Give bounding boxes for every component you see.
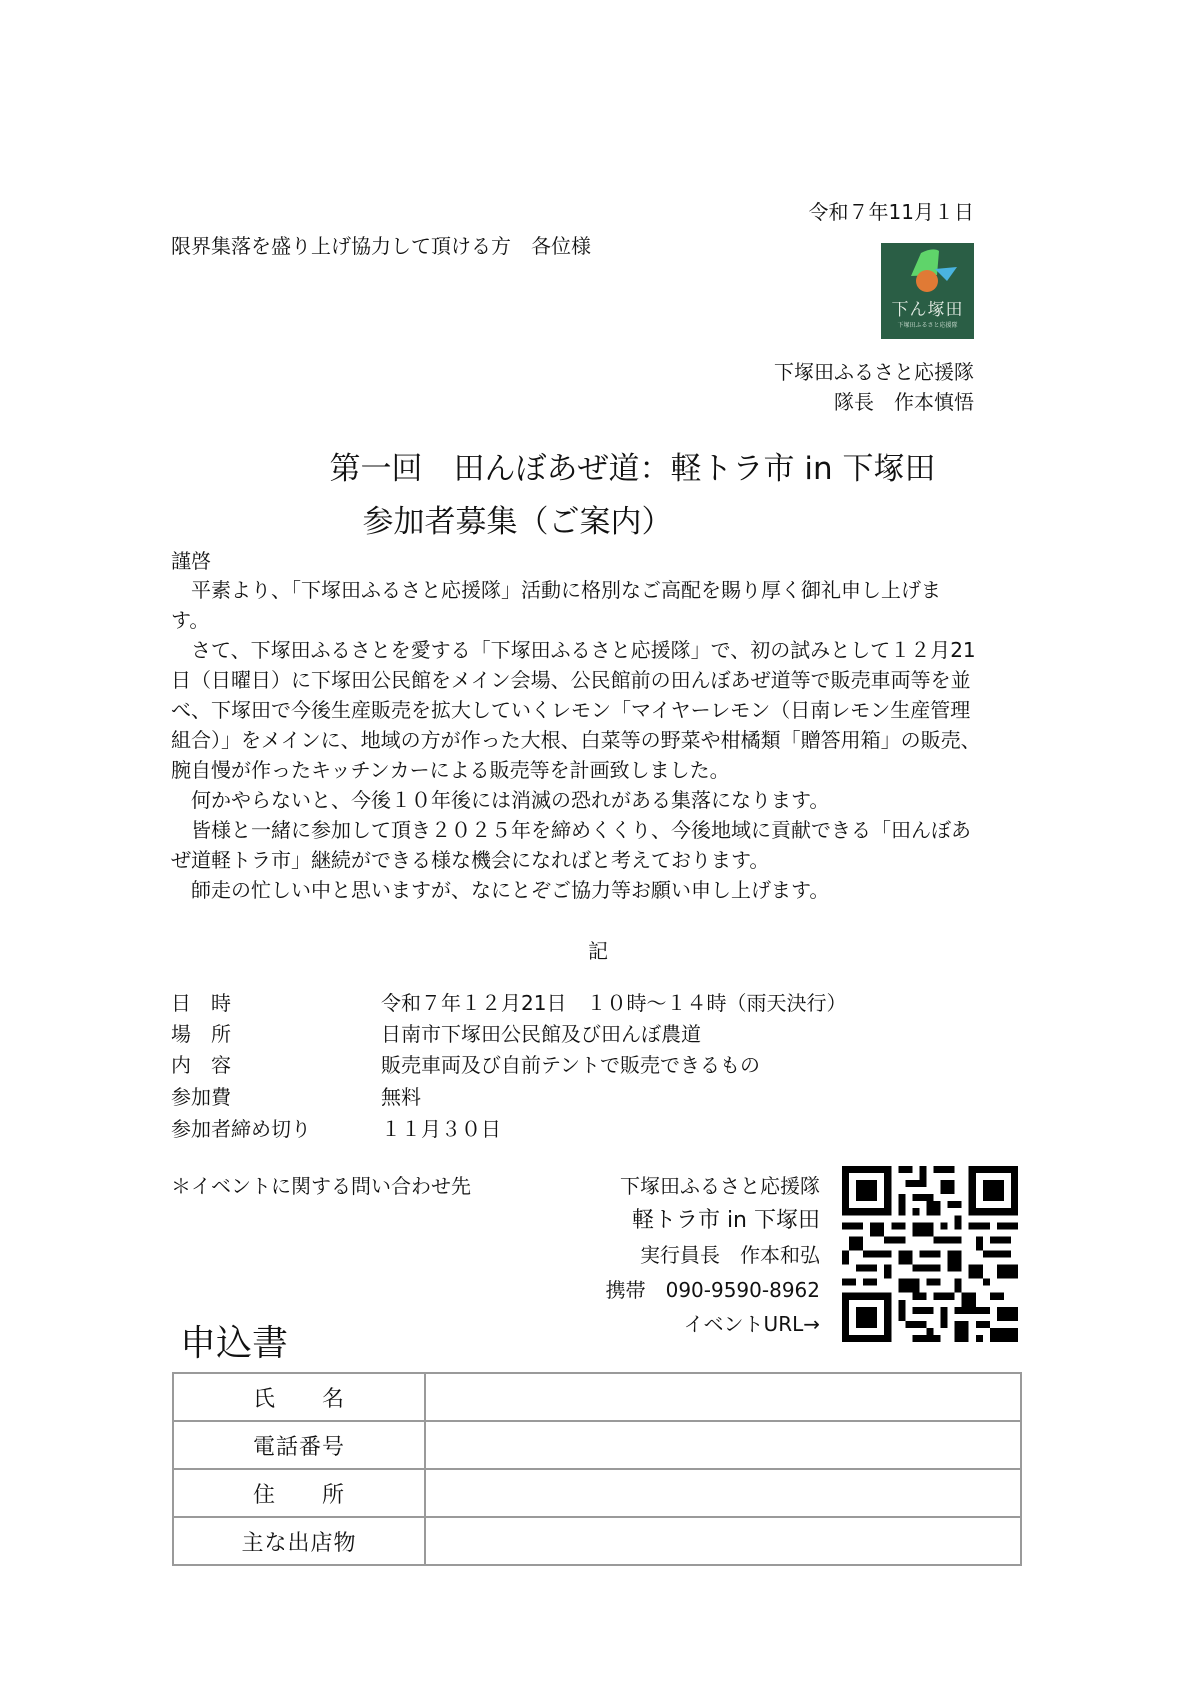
page-title: 第一回 田んぼあぜ道：軽トラ市 in 下塚田 [329, 451, 936, 487]
body-line: 平素より、「下塚田ふるさと応援隊」活動に格別なご高配を賜り厚く御礼申し上げま [171, 578, 941, 602]
logo-main-text: 下ん塚田 [891, 300, 964, 320]
body-line: 何かやらないと、今後１０年後には消滅の恐れがある集落になります。 [171, 788, 830, 812]
detail-value-datetime: 令和７年１２月21日 １０時〜１４時（雨天決行） [381, 991, 847, 1015]
ki-heading: 記 [588, 939, 608, 963]
detail-value-fee: 無料 [381, 1085, 421, 1109]
application-form-table [172, 1372, 1022, 1566]
event-url-label: イベントURL→ [683, 1312, 820, 1336]
name-field[interactable] [425, 1373, 1021, 1421]
detail-label-deadline: 参加者締め切り [171, 1117, 311, 1141]
body-line: 師走の忙しい中と思いますが、なにとぞご協力等お願い申し上げます。 [171, 878, 830, 902]
application-form-title: 申込書 [180, 1323, 289, 1364]
phone-field[interactable] [425, 1421, 1021, 1469]
field-label-phone: 電話番号 [173, 1421, 425, 1469]
organization-name: 下塚田ふるさと応援隊 [774, 360, 974, 384]
detail-value-content: 販売車両及び自前テントで販売できるもの [381, 1053, 760, 1077]
contact-org: 下塚田ふるさと応援隊 [620, 1174, 820, 1198]
field-label-products: 主な出店物 [173, 1517, 425, 1565]
contact-event: 軽トラ市 in 下塚田 [631, 1208, 820, 1233]
detail-label-fee: 参加費 [171, 1085, 231, 1109]
detail-label-place: 場 所 [171, 1022, 231, 1046]
table-row [173, 1517, 1021, 1565]
table-row [173, 1373, 1021, 1421]
contact-phone: 携帯 090-9590-8962 [605, 1278, 820, 1302]
leader-name: 隊長 作本慎悟 [834, 390, 974, 414]
detail-label-content: 内 容 [171, 1053, 231, 1077]
table-row [173, 1469, 1021, 1517]
detail-value-place: 日南市下塚田公民館及び田んぼ農道 [381, 1022, 701, 1046]
field-label-address: 住 所 [173, 1469, 425, 1517]
logo-emblem-icon [881, 243, 974, 303]
products-field[interactable] [425, 1517, 1021, 1565]
recipient-line: 限界集落を盛り上げ協力して頂ける方 各位様 [171, 234, 591, 258]
field-label-name: 氏 名 [173, 1373, 425, 1421]
qr-code-icon[interactable] [842, 1166, 1018, 1342]
body-line: ぜ道軽トラ市」継続ができる様な機会になればと考えております。 [171, 848, 770, 872]
contact-chair: 実行員長 作本和弘 [640, 1243, 820, 1267]
body-line: 腕自慢が作ったキッチンカーによる販売等を計画致しました。 [171, 758, 730, 782]
body-line: 皆様と一緒に参加して頂き２０２５年を締めくくり、今後地域に貢献できる「田んぼあ [171, 818, 971, 842]
body-line: べ、下塚田で今後生産販売を拡大していくレモン「マイヤーレモン（日南レモン生産管理 [171, 698, 971, 722]
page-subtitle: 参加者募集（ご案内） [362, 504, 673, 540]
address-field[interactable] [425, 1469, 1021, 1517]
body-line: す。 [171, 608, 210, 632]
document-date: 令和７年11月１日 [808, 200, 974, 224]
organization-logo [881, 243, 974, 339]
logo-sub-text: 下塚田ふるさと応援隊 [897, 322, 958, 329]
body-line: 謹啓 [171, 549, 211, 573]
detail-value-deadline: １１月３０日 [381, 1117, 501, 1141]
contact-heading: ＊イベントに関する問い合わせ先 [171, 1174, 471, 1198]
body-line: さて、下塚田ふるさとを愛する「下塚田ふるさと応援隊」で、初の試みとして１２月21 [171, 638, 976, 662]
table-row [173, 1421, 1021, 1469]
detail-label-datetime: 日 時 [171, 991, 231, 1015]
body-line: 組合）」をメインに、地域の方が作った大根、白菜等の野菜や柑橘類「贈答用箱」の販売、 [171, 728, 981, 752]
body-line: 日（日曜日）に下塚田公民館をメイン会場、公民館前の田んぼあぜ道等で販売車両等を並 [171, 668, 971, 692]
